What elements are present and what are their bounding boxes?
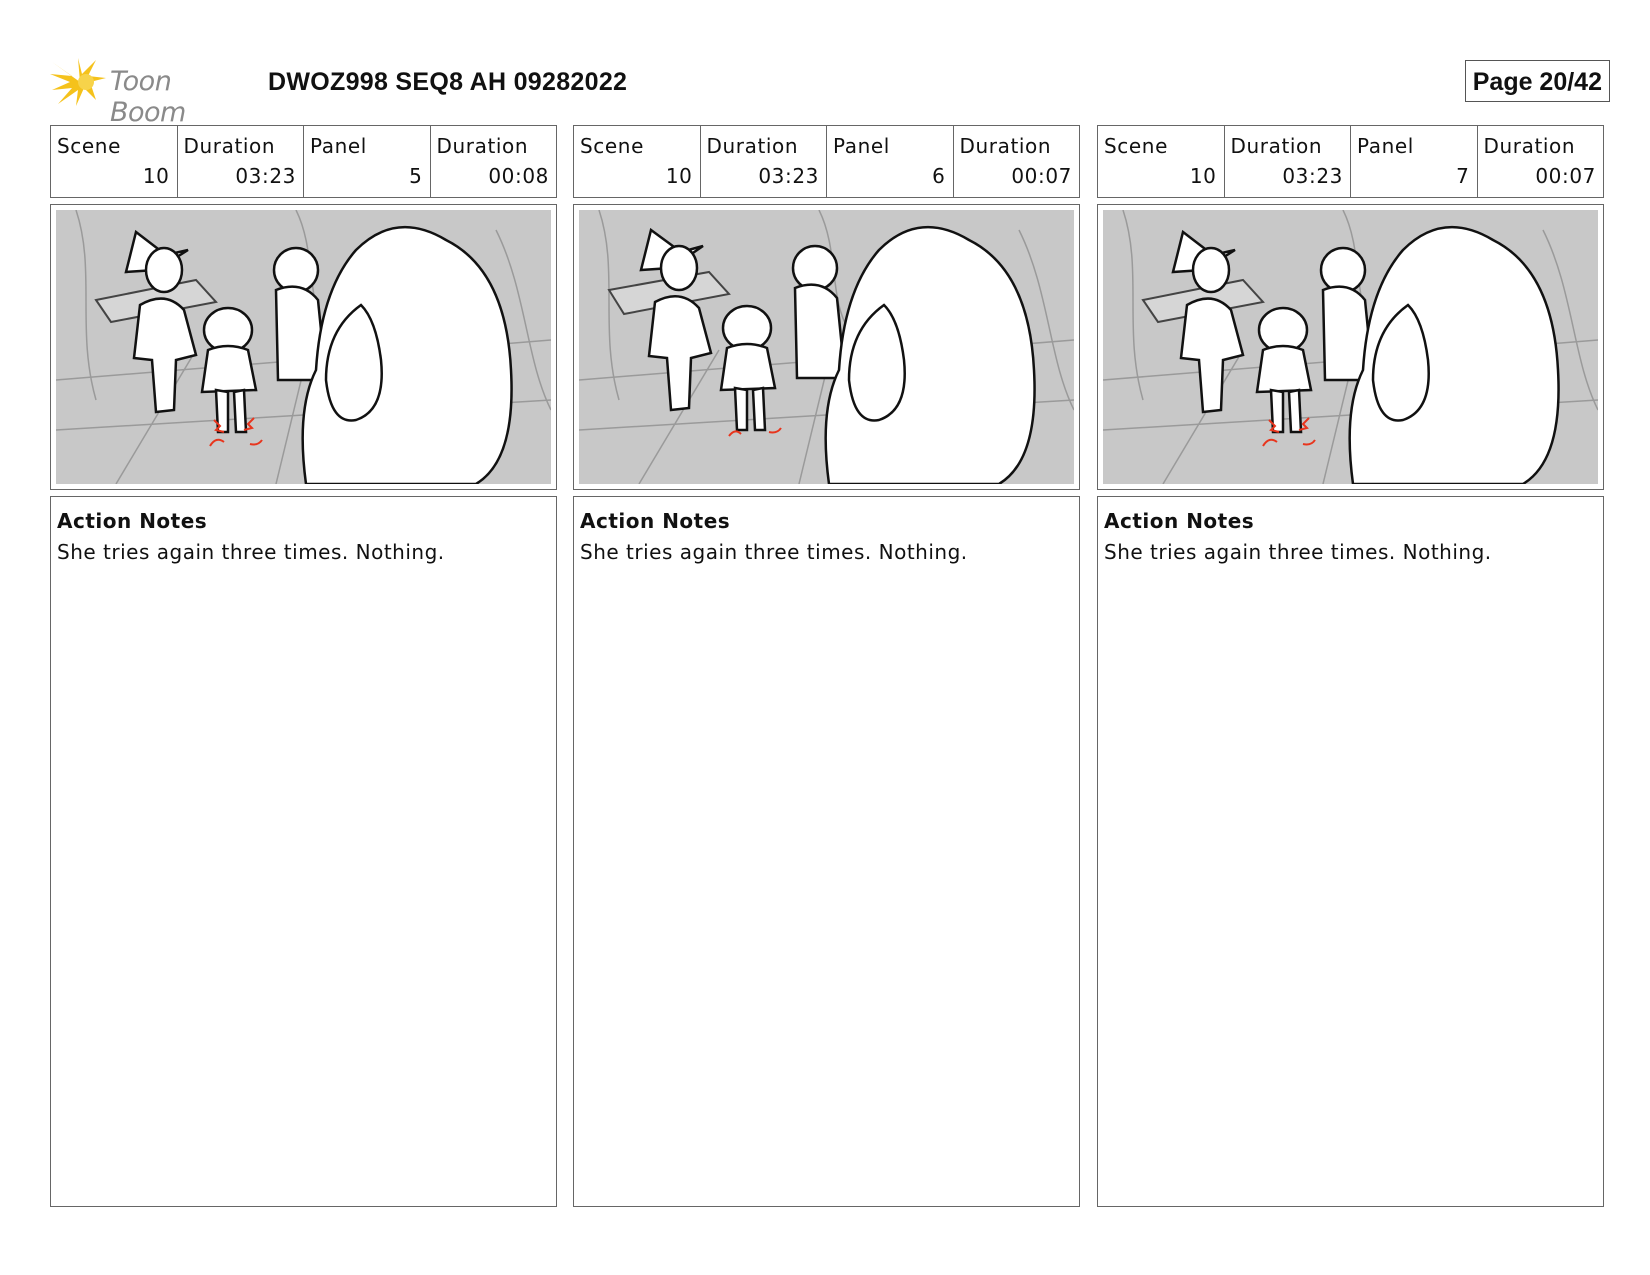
action-notes-title: Action Notes (580, 509, 731, 533)
scene-label: Scene (580, 134, 644, 158)
scene-label: Scene (57, 134, 121, 158)
action-notes-box (50, 496, 557, 1207)
scene-value: 10 (1189, 164, 1217, 188)
duration-label: Duration (183, 134, 276, 158)
scene-duration-cell (1225, 126, 1352, 197)
panel-image-frame (50, 204, 557, 490)
action-notes-title: Action Notes (57, 509, 208, 533)
panel-duration-value: 00:08 (488, 164, 549, 188)
storyboard-sketch (579, 210, 1074, 484)
scene-cell (1098, 126, 1225, 197)
storyboard-sketch (56, 210, 551, 484)
panel-duration-cell (954, 126, 1080, 197)
action-notes-box (573, 496, 1080, 1207)
panel-label: Panel (833, 134, 890, 158)
duration-label: Duration (1483, 134, 1576, 158)
panel-info-bar (573, 125, 1080, 198)
action-notes-text: She tries again three times. Nothing. (57, 540, 445, 564)
logo-text: Toon Boom (110, 66, 186, 128)
duration-label: Duration (959, 134, 1052, 158)
panel-value: 6 (932, 164, 946, 188)
panel-cell (304, 126, 431, 197)
panel-value: 5 (409, 164, 423, 188)
toon-boom-logo (50, 56, 250, 128)
action-notes-text: She tries again three times. Nothing. (1104, 540, 1492, 564)
panel-cell (827, 126, 954, 197)
panel-image-frame (1097, 204, 1604, 490)
panel-label: Panel (1357, 134, 1414, 158)
storyboard-panel (1097, 125, 1604, 1207)
page-header (50, 52, 1610, 128)
action-notes-box (1097, 496, 1604, 1207)
panel-image-frame (573, 204, 1080, 490)
document-title: DWOZ998 SEQ8 AH 09282022 (268, 68, 628, 96)
action-notes-text: She tries again three times. Nothing. (580, 540, 968, 564)
storyboard-panel (50, 125, 557, 1207)
panel-duration-value: 00:07 (1535, 164, 1596, 188)
scene-duration-value: 03:23 (1282, 164, 1343, 188)
panel-duration-value: 00:07 (1011, 164, 1072, 188)
scene-cell (574, 126, 701, 197)
scene-duration-value: 03:23 (758, 164, 819, 188)
panel-duration-cell (1478, 126, 1604, 197)
scene-duration-cell (701, 126, 828, 197)
logo-burst-icon (50, 56, 110, 108)
scene-label: Scene (1104, 134, 1168, 158)
panel-value: 7 (1456, 164, 1470, 188)
duration-label: Duration (436, 134, 529, 158)
panel-cell (1351, 126, 1478, 197)
scene-cell (51, 126, 178, 197)
storyboard-sketch (1103, 210, 1598, 484)
scene-duration-cell (178, 126, 305, 197)
panel-label: Panel (310, 134, 367, 158)
storyboard-panel (573, 125, 1080, 1207)
panel-duration-cell (431, 126, 557, 197)
panel-info-bar (50, 125, 557, 198)
panel-info-bar (1097, 125, 1604, 198)
scene-value: 10 (142, 164, 170, 188)
page-number: Page 20/42 (1465, 60, 1610, 102)
duration-label: Duration (1230, 134, 1323, 158)
scene-duration-value: 03:23 (235, 164, 296, 188)
scene-value: 10 (665, 164, 693, 188)
action-notes-title: Action Notes (1104, 509, 1255, 533)
duration-label: Duration (706, 134, 799, 158)
